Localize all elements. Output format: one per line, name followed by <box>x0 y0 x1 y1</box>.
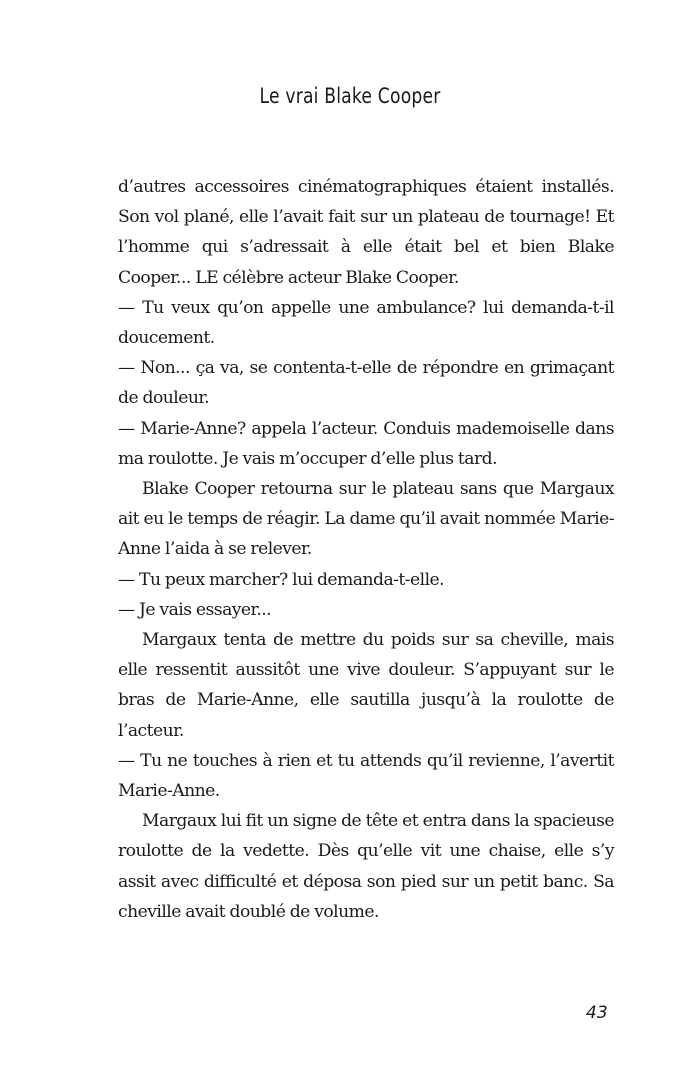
paragraph-dialog: — Je vais essayer... <box>118 599 272 620</box>
paragraph-narrative: Margaux tenta de mettre du poids sur sa cheville, mais elle ressentit aussitôt une vive douleur. S’appuyant sur le bras de Marie-Anne, elle sautilla jusqu’à la roulotte de l’acteur. <box>118 630 614 741</box>
paragraph-narrative: Margaux lui fit un signe de tête et entra dans la spacieuse roulotte de la vedette. Dès qu’elle vit une chaise, elle s’y assit avec difficulté et déposa son pied sur un petit banc. Sa cheville avait doublé de volume. <box>118 811 614 922</box>
paragraph-dialog: — Tu peux marcher? lui demanda-t-elle. <box>118 569 445 590</box>
body-text <box>118 172 614 927</box>
paragraph-continuation: d’autres accessoires cinématographiques étaient installés. Son vol plané, elle l’avait fait sur un plateau de tournage! Et l’homme qui s’adressait à elle était bel et bien Blake Cooper... LE célèbre acteur Blake Cooper. <box>118 177 614 288</box>
running-head: Le vrai Blake Cooper <box>259 84 441 108</box>
paragraph-dialog: — Tu ne touches à rien et tu attends qu’il revienne, l’avertit Marie-Anne. <box>118 750 614 802</box>
paragraph-narrative: Blake Cooper retourna sur le plateau sans que Margaux ait eu le temps de réagir. La dame qu’il avait nommée Marie-Anne l’aida à se relever. <box>118 479 614 560</box>
paragraph-dialog: — Non... ça va, se contenta-t-elle de répondre en grimaçant de douleur. <box>118 358 614 409</box>
page-number: 43 <box>586 1003 608 1023</box>
paragraph-dialog: — Marie-Anne? appela l’acteur. Conduis mademoiselle dans ma roulotte. Je vais m’occuper d’elle plus tard. <box>118 418 614 469</box>
paragraph-dialog: — Tu veux qu’on appelle une ambulance? lui demanda-t-il doucement. <box>118 297 614 349</box>
